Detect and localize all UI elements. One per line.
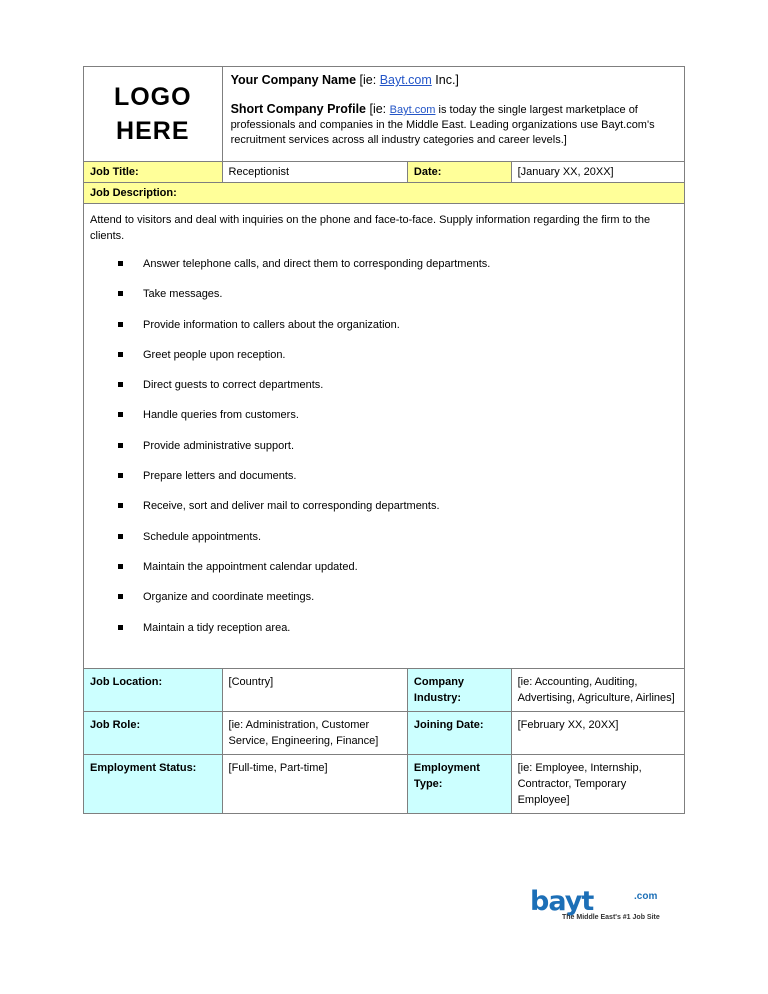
joining-date-value: [February XX, 20XX] [511, 712, 684, 754]
duty-item: Maintain the appointment calendar updated. [118, 559, 678, 589]
company-name-suffix: Inc.] [431, 73, 459, 87]
job-title-value: Receptionist [222, 162, 407, 182]
duty-item: Take messages. [118, 286, 678, 316]
company-industry-value: [ie: Accounting, Auditing, Advertising, Agriculture, Airlines] [511, 669, 684, 711]
job-description-body [84, 204, 684, 668]
company-industry-label: Company Industry: [407, 669, 511, 711]
company-name [231, 73, 676, 88]
employment-type-value: [ie: Employee, Internship, Contractor, Temporary Employee] [511, 755, 684, 813]
job-role-label: Job Role: [84, 712, 222, 754]
duty-item: Handle queries from customers. [118, 407, 678, 437]
date-value: [January XX, 20XX] [511, 162, 684, 182]
bayt-tagline: The Middle East's #1 Job Site [562, 914, 660, 921]
duty-item: Receive, sort and deliver mail to corresponding departments. [118, 498, 678, 528]
job-role-value: [ie: Administration, Customer Service, Engineering, Finance] [222, 712, 407, 754]
profile-prefix: [ie: [366, 102, 390, 116]
job-description-header-row [83, 183, 685, 204]
job-title-label: Job Title: [84, 162, 222, 182]
bayt-logo [530, 888, 680, 928]
duty-item: Prepare letters and documents. [118, 468, 678, 498]
joining-date-label: Joining Date: [407, 712, 511, 754]
company-name-prefix: [ie: [356, 73, 380, 87]
company-name-label: Your Company Name [230, 73, 357, 87]
bayt-domain-suffix: .com [634, 891, 658, 902]
company-header-row [83, 66, 685, 162]
job-location-value: [Country] [222, 669, 407, 711]
job-description-label: Job Description: [84, 183, 684, 203]
logo-line-1: LOGO [113, 83, 192, 111]
duty-item: Schedule appointments. [118, 529, 678, 559]
duty-item: Direct guests to correct departments. [118, 377, 678, 407]
profile-text: is today the single largest marketplace of professionals and companies in the Middle East. Leading organizations use Bayt.com's recruitment services across all industry categories and career levels.] [230, 104, 655, 146]
duty-item: Organize and coordinate meetings. [118, 589, 678, 619]
job-description-body-row [83, 204, 685, 669]
company-profile [231, 102, 676, 148]
duty-item: Provide information to callers about the organization. [118, 317, 678, 347]
job-description-document [83, 66, 685, 814]
bayt-wordmark: bayt [530, 886, 594, 917]
duty-item: Greet people upon reception. [118, 347, 678, 377]
job-description-intro: Attend to visitors and deal with inquiries on the phone and face-to-face. Supply information regarding the firm to the clients. [90, 214, 651, 242]
duty-item: Answer telephone calls, and direct them to corresponding departments. [118, 256, 678, 286]
employment-type-label: Employment Type: [407, 755, 511, 813]
duty-item: Maintain a tidy reception area. [118, 620, 678, 650]
duty-item: Provide administrative support. [118, 438, 678, 468]
status-type-row [83, 755, 685, 814]
employment-status-value: [Full-time, Part-time] [222, 755, 407, 813]
location-industry-row [83, 669, 685, 712]
role-joining-row [83, 712, 685, 755]
job-title-row [83, 162, 685, 183]
employment-status-label: Employment Status: [84, 755, 222, 813]
profile-label: Short Company Profile [230, 102, 366, 116]
profile-link[interactable]: Bayt.com [389, 104, 436, 116]
company-name-link[interactable]: Bayt.com [379, 73, 432, 87]
logo-placeholder [84, 67, 222, 161]
date-label: Date: [407, 162, 511, 182]
job-location-label: Job Location: [84, 669, 222, 711]
logo-line-2: HERE [116, 117, 190, 145]
duties-list [90, 256, 678, 650]
company-info [222, 67, 684, 161]
